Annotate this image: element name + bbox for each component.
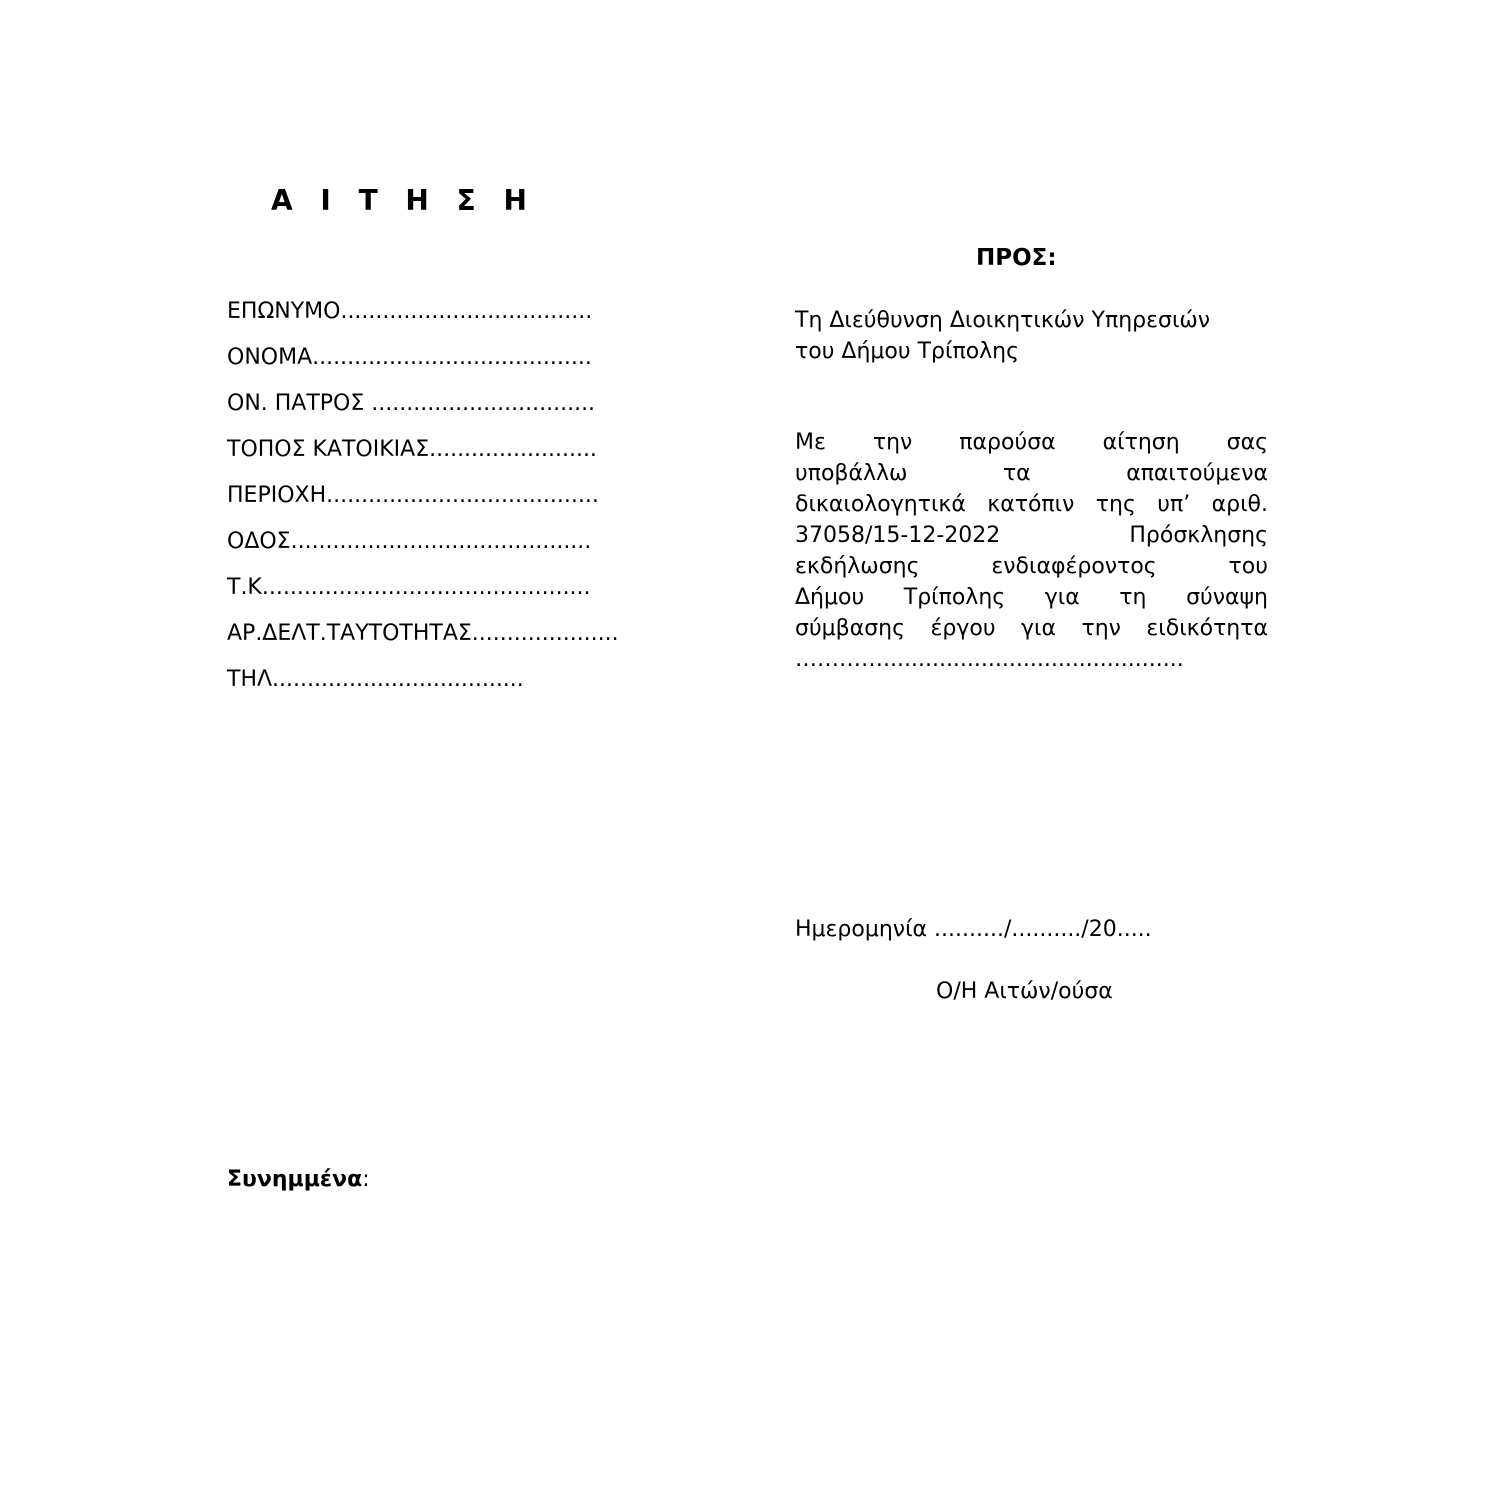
signature-label: Ο/Η Αιτών/ούσα bbox=[936, 979, 1113, 1004]
request-body-line: δικαιολογητικά κατόπιν της υπ’ αριθ. bbox=[795, 492, 1268, 517]
field-name: ΟΝΟΜΑ........................................ bbox=[227, 345, 592, 370]
request-body-line: …………........................................... bbox=[795, 647, 1184, 672]
field-phone: ΤΗΛ.................................... bbox=[227, 667, 524, 692]
attachments-label: Συνημμένα bbox=[227, 1167, 363, 1192]
request-body-line: 37058/15-12-2022 Πρόσκλησης bbox=[795, 523, 1268, 548]
applicant-fields bbox=[227, 295, 727, 709]
field-street: ΟΔΟΣ........................................... bbox=[227, 529, 592, 554]
request-body-line: υποβάλλω τα απαιτούμενα bbox=[795, 461, 1268, 486]
request-body-line: εκδήλωσης ενδιαφέροντος του bbox=[795, 554, 1268, 579]
request-body-line: Δήμου Τρίπολης για τη σύναψη bbox=[795, 585, 1268, 610]
field-area: ΠΕΡΙΟΧΗ....................................... bbox=[227, 483, 599, 508]
request-body-line: σύμβασης έργου για την ειδικότητα bbox=[795, 616, 1268, 641]
date-line: Ημερομηνία ........../........../20..... bbox=[795, 917, 1152, 942]
field-residence: ΤΟΠΟΣ ΚΑΤΟΙΚΙΑΣ........................ bbox=[227, 437, 597, 462]
document-title: Α Ι Τ Η Σ Η bbox=[271, 184, 536, 217]
recipient-heading: ΠΡΟΣ: bbox=[976, 245, 1057, 271]
recipient-address-line: Τη Διεύθυνση Διοικητικών Υπηρεσιών bbox=[795, 308, 1211, 333]
field-id-number: ΑΡ.ΔΕΛΤ.ΤΑΥΤΟΤΗΤΑΣ..................... bbox=[227, 621, 619, 646]
recipient-address-line: του Δήμου Τρίπολης bbox=[795, 339, 1020, 364]
attachments bbox=[227, 1167, 370, 1192]
field-surname: ΕΠΩΝΥΜΟ.................................... bbox=[227, 299, 593, 324]
field-father-name: ΟΝ. ΠΑΤΡΟΣ ................................ bbox=[227, 391, 596, 416]
request-body-line: Με την παρούσα αίτηση σας bbox=[795, 430, 1268, 455]
recipient-address bbox=[795, 305, 1275, 367]
request-body bbox=[795, 427, 1268, 675]
field-postal-code: Τ.Κ............................................... bbox=[227, 575, 591, 600]
attachments-colon: : bbox=[362, 1167, 370, 1192]
